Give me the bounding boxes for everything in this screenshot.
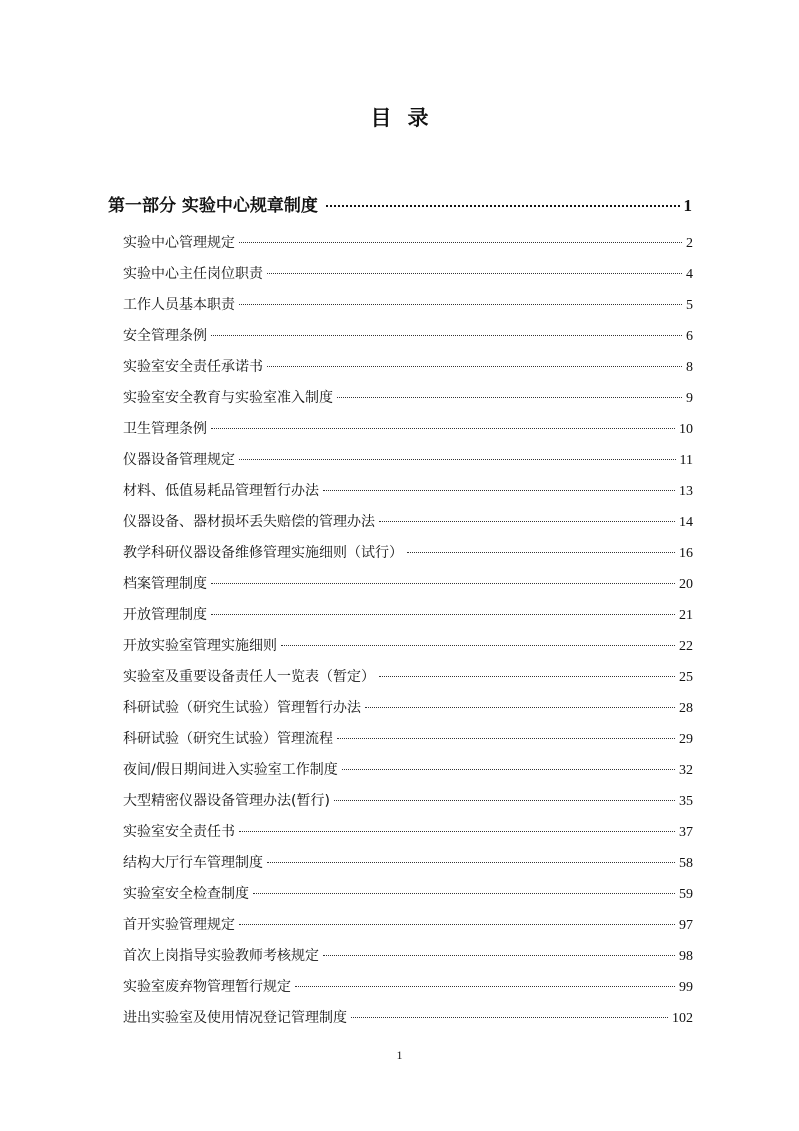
toc-entry-page: 11 [679, 453, 693, 468]
toc-dot-leader [379, 676, 675, 677]
toc-entry-label: 卫生管理条例 [123, 421, 207, 437]
toc-dot-leader [407, 552, 675, 553]
toc-entry-page: 9 [686, 391, 693, 406]
toc-entry[interactable] [123, 728, 693, 750]
toc-entry-page: 102 [672, 1011, 693, 1026]
toc-entry-label: 夜间/假日期间进入实验室工作制度 [123, 762, 338, 778]
toc-entry[interactable] [123, 914, 693, 936]
toc-entry-page: 98 [679, 949, 693, 964]
toc-entry-page: 22 [679, 639, 693, 654]
toc-entry[interactable] [123, 356, 693, 378]
toc-entry[interactable] [123, 1007, 693, 1029]
toc-dot-leader [365, 707, 675, 708]
toc-entry-label: 实验中心管理规定 [123, 235, 235, 251]
toc-entry-label: 实验室废弃物管理暂行规定 [123, 979, 291, 995]
toc-entry-page: 32 [679, 763, 693, 778]
toc-entry-label: 实验室安全责任承诺书 [123, 359, 263, 375]
toc-dot-leader [267, 862, 675, 863]
toc-entry[interactable] [123, 325, 693, 347]
toc-entry-label: 进出实验室及使用情况登记管理制度 [123, 1010, 347, 1026]
toc-dot-leader [267, 366, 682, 367]
toc-dot-leader [239, 459, 676, 460]
page-number: 1 [396, 1048, 403, 1062]
toc-entry-label: 科研试验（研究生试验）管理流程 [123, 731, 333, 747]
toc-entry-page: 29 [679, 732, 693, 747]
toc-entry[interactable] [123, 790, 693, 812]
toc-entry[interactable] [123, 449, 693, 471]
toc-entry-label: 档案管理制度 [123, 576, 207, 592]
toc-part-heading [108, 191, 692, 217]
toc-entry-page: 58 [679, 856, 693, 871]
toc-entry-label: 仪器设备管理规定 [123, 452, 235, 468]
toc-entry-page: 35 [679, 794, 693, 809]
toc-entry-label: 材料、低值易耗品管理暂行办法 [123, 483, 319, 499]
toc-dot-leader [334, 800, 675, 801]
toc-title: 目录 [370, 106, 445, 130]
toc-entry[interactable] [123, 759, 693, 781]
toc-entry[interactable] [123, 573, 693, 595]
toc-entry[interactable] [123, 418, 693, 440]
toc-entry-label: 实验中心主任岗位职责 [123, 266, 263, 282]
toc-entry-label: 首开实验管理规定 [123, 917, 235, 933]
toc-dot-leader [211, 614, 675, 615]
toc-entry[interactable] [123, 697, 693, 719]
toc-entry[interactable] [123, 945, 693, 967]
toc-entry[interactable] [123, 883, 693, 905]
toc-dot-leader [239, 924, 675, 925]
toc-entry-label: 大型精密仪器设备管理办法(暂行) [123, 793, 330, 809]
toc-entry-page: 97 [679, 918, 693, 933]
toc-entry[interactable] [123, 635, 693, 657]
toc-entry-label: 实验室安全责任书 [123, 824, 235, 840]
toc-dot-leader [342, 769, 675, 770]
toc-dot-leader [239, 242, 682, 243]
toc-entry-label: 工作人员基本职责 [123, 297, 235, 313]
toc-entry[interactable] [123, 604, 693, 626]
toc-entry-page: 37 [679, 825, 693, 840]
toc-entry-page: 16 [679, 546, 693, 561]
toc-part-page: 1 [683, 196, 692, 215]
toc-entry[interactable] [123, 821, 693, 843]
toc-entry-label: 仪器设备、器材损坏丢失赔偿的管理办法 [123, 514, 375, 530]
toc-entry-page: 2 [686, 236, 693, 251]
toc-entry-page: 59 [679, 887, 693, 902]
toc-entry-label: 首次上岗指导实验教师考核规定 [123, 948, 319, 964]
toc-entry-page: 99 [679, 980, 693, 995]
toc-entry[interactable] [123, 232, 693, 254]
toc-entry-label: 安全管理条例 [123, 328, 207, 344]
toc-entry-label: 实验室及重要设备责任人一览表（暂定） [123, 669, 375, 685]
toc-entry-page: 6 [686, 329, 693, 344]
toc-entry[interactable] [123, 852, 693, 874]
toc-entry-page: 21 [679, 608, 693, 623]
toc-entry-page: 25 [679, 670, 693, 685]
toc-entry[interactable] [123, 294, 693, 316]
toc-dot-leader [337, 738, 675, 739]
toc-entry[interactable] [123, 387, 693, 409]
toc-dot-leader [211, 335, 682, 336]
toc-entry-label: 实验室安全教育与实验室准入制度 [123, 390, 333, 406]
toc-entry-label: 开放管理制度 [123, 607, 207, 623]
toc-entry-page: 10 [679, 422, 693, 437]
toc-entry-page: 13 [679, 484, 693, 499]
toc-entry[interactable] [123, 511, 693, 533]
toc-entry-page: 4 [686, 267, 693, 282]
toc-entry-page: 28 [679, 701, 693, 716]
toc-entry-label: 结构大厅行车管理制度 [123, 855, 263, 871]
toc-entry[interactable] [123, 976, 693, 998]
toc-entry-page: 5 [686, 298, 693, 313]
toc-dot-leader [326, 205, 680, 207]
toc-entry-label: 教学科研仪器设备维修管理实施细则（试行） [123, 545, 403, 561]
toc-entry-page: 8 [686, 360, 693, 375]
toc-entry-page: 14 [679, 515, 693, 530]
toc-dot-leader [211, 428, 675, 429]
toc-dot-leader [281, 645, 675, 646]
toc-entry-label: 科研试验（研究生试验）管理暂行办法 [123, 700, 361, 716]
toc-dot-leader [239, 304, 682, 305]
toc-entry[interactable] [123, 263, 693, 285]
toc-entry-page: 20 [679, 577, 693, 592]
toc-part-label: 第一部分 实验中心规章制度 [108, 196, 318, 216]
toc-dot-leader [323, 955, 675, 956]
toc-dot-leader [211, 583, 675, 584]
toc-dot-leader [337, 397, 682, 398]
toc-dot-leader [267, 273, 682, 274]
toc-entry-label: 开放实验室管理实施细则 [123, 638, 277, 654]
toc-dot-leader [351, 1017, 668, 1018]
toc-dot-leader [323, 490, 675, 491]
toc-entry[interactable] [123, 666, 693, 688]
toc-entry-label: 实验室安全检查制度 [123, 886, 249, 902]
toc-dot-leader [295, 986, 675, 987]
toc-entry[interactable] [123, 480, 693, 502]
toc-dot-leader [239, 831, 675, 832]
toc-dot-leader [253, 893, 675, 894]
toc-dot-leader [379, 521, 675, 522]
toc-entry[interactable] [123, 542, 693, 564]
